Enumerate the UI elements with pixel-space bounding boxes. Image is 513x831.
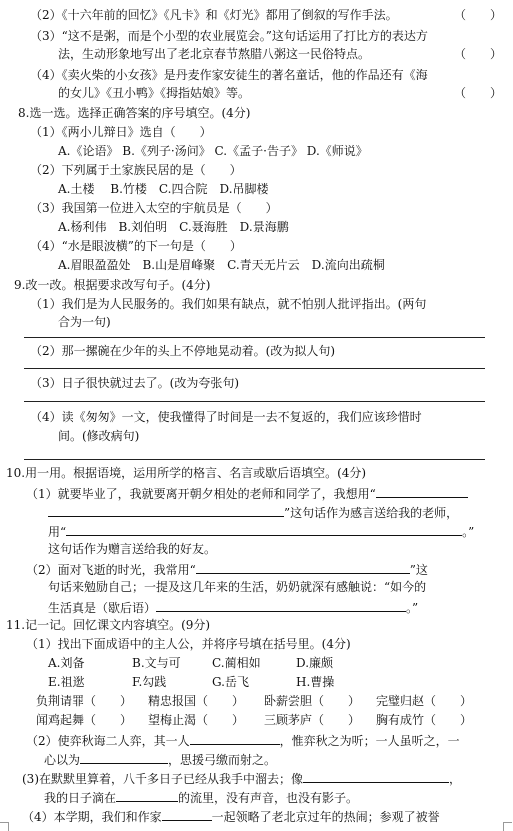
q11-name-c: C.蔺相如 <box>212 656 261 670</box>
q10-blank-3[interactable] <box>66 523 462 536</box>
q11-blank-1[interactable] <box>190 732 280 745</box>
q11-name-f: F.勾践 <box>132 675 167 689</box>
q11-name-g: G.岳飞 <box>212 675 249 689</box>
crop-mark-right <box>503 822 512 831</box>
q8-sub-3-options: A.杨利伟 B.刘伯明 C.聂海胜 D.景海鹏 <box>58 220 289 234</box>
q7-item-2: （2）《十六年前的回忆》《凡卡》和《灯光》都用了倒叙的写作手法。 <box>30 8 398 22</box>
q11-name-e: E.祖逖 <box>48 675 85 689</box>
q9-sub-1-line1: （1）我们是为人民服务的。我们如果有缺点，就不怕别人批评指出。(两句 <box>30 297 427 311</box>
q9-sub-2: （2）那一摞碗在少年的头上不停地晃动着。(改为拟人句) <box>30 344 336 358</box>
q10-blank-4[interactable] <box>196 561 410 574</box>
q9-sub-4-line2: 间。(修改病句) <box>58 429 140 443</box>
q9-sub-1-line2: 合为一句) <box>58 315 111 329</box>
q11-idiom-4[interactable]: 完璧归赵（ ） <box>376 694 473 708</box>
q9-sub-4-line1: （4）读《匆匆》一文，使我懂得了时间是一去不复返的，我们应该珍惜时 <box>30 410 422 424</box>
crop-mark-left <box>0 822 9 831</box>
q8-sub-3: （3）我国第一位进入太空的宇航员是（ ） <box>30 201 278 215</box>
q11-sub-3-line2: 我的日子滴在 的流里，没有声音，也没有影子。 <box>44 791 359 805</box>
q11-idiom-8[interactable]: 胸有成竹（ ） <box>376 713 473 727</box>
q10-blank-5[interactable] <box>156 599 406 612</box>
q10-title: 10.用一用。根据语境，运用所学的格言、名言或歇后语填空。(4分) <box>6 466 367 480</box>
q11-name-h: H.曹操 <box>296 675 335 689</box>
q8-sub-2-options: A.土楼 B.竹楼 C.四合院 D.吊脚楼 <box>58 182 269 196</box>
q11-blank-4[interactable] <box>116 789 178 802</box>
q7-item-3-answer[interactable]: （ ） <box>454 47 503 61</box>
q11-blank-5[interactable] <box>162 808 212 821</box>
q11-idiom-1[interactable]: 负荆请罪（ ） <box>36 694 133 708</box>
q11-blank-2[interactable] <box>80 751 168 764</box>
q11-idiom-7[interactable]: 三顾茅庐（ ） <box>264 713 361 727</box>
q11-blank-3[interactable] <box>303 770 449 783</box>
q9-sub-4-answer-line[interactable] <box>24 459 485 460</box>
q11-idiom-2[interactable]: 精忠报国（ ） <box>148 694 245 708</box>
q8-title: 8.选一选。选择正确答案的序号填空。(4分) <box>18 106 251 120</box>
q11-name-d: D.廉颇 <box>296 656 334 670</box>
q11-sub-4-line1: （4）本学期，我们和作家 一起领略了老北京过年的热闹；参观了被誉 <box>22 810 440 824</box>
q8-sub-4: （4）“水是眼波横”的下一句是（ ） <box>30 239 242 253</box>
q11-title: 11.记一记。回忆课文内容填空。(9分) <box>6 618 211 632</box>
q8-sub-2: （2）下列属于土家族民居的是（ ） <box>30 163 242 177</box>
q11-idiom-5[interactable]: 闻鸡起舞（ ） <box>36 713 133 727</box>
q11-sub-1: （1）找出下面成语中的主人公，并将序号填在括号里。(4分) <box>26 637 351 651</box>
q8-sub-4-options: A.眉眼盈盈处 B.山是眉峰聚 C.青天无片云 D.流向出疏桐 <box>58 258 385 272</box>
q11-idiom-6[interactable]: 望梅止渴（ ） <box>148 713 245 727</box>
q7-item-4-line2: 的女儿》《丑小鸭》《拇指姑娘》等。 <box>58 86 251 100</box>
q9-sub-3: （3）日子很快就过去了。(改为夸张句) <box>30 376 239 390</box>
q10-sub-1-line1: （1）就要毕业了，我就要离开朝夕相处的老师和同学了，我想用“ <box>26 485 468 502</box>
q10-sub-1-line4: 这句话作为赠言送给我的好友。 <box>48 542 217 556</box>
q10-sub-2-line2: 句话来勉励自己；一提及这几年来的生活，奶奶就深有感触说：“如今的 <box>48 580 427 594</box>
q10-blank-1[interactable] <box>376 485 468 498</box>
q11-idiom-3[interactable]: 卧薪尝胆（ ） <box>264 694 361 708</box>
q10-sub-1-line2: ”这句话作为感言送给我的老师， <box>48 504 458 521</box>
q7-item-3-line2: 法，生动形象地写出了老北京春节熬腊八粥这一民俗特点。 <box>58 47 371 61</box>
q7-item-2-answer[interactable]: （ ） <box>454 8 503 22</box>
q10-sub-2-line1: （2）面对飞逝的时光，我常用“ ”这 <box>26 563 428 577</box>
q9-title: 9.改一改。根据要求改写句子。(4分) <box>14 278 211 292</box>
q9-sub-2-answer-line[interactable] <box>24 368 485 369</box>
q8-sub-1: （1）《两小儿辩日》选自（ ） <box>30 125 212 139</box>
q10-sub-1-line3: 用“ 。” <box>48 525 475 539</box>
q10-blank-2[interactable] <box>48 504 284 517</box>
q7-item-4-line1: （4）《卖火柴的小女孩》是丹麦作家安徒生的著名童话，他的作品还有《海 <box>30 68 428 82</box>
q11-sub-2-line2: 心以为 ，思援弓缴而射之。 <box>44 753 277 767</box>
q9-sub-1-answer-line[interactable] <box>24 337 485 338</box>
q7-item-4-answer[interactable]: （ ） <box>454 86 503 100</box>
q10-sub-2-line3: 生活真是（歇后语） 。” <box>48 601 419 615</box>
q7-item-3-line1: （3）“这不是粥，而是个小型的农业展览会。”这句话运用了打比方的表达方 <box>30 29 428 43</box>
q11-name-a: A.刘备 <box>48 656 85 670</box>
q11-sub-3-line1: (3)在默默里算着，八千多日子已经从我手中溜去；像 ， <box>22 772 462 786</box>
q9-sub-3-answer-line[interactable] <box>24 401 485 402</box>
q11-name-b: B.文与可 <box>132 656 181 670</box>
q11-sub-2-line1: （2）使弈秋诲二人弈，其一人 ，惟弈秋之为听；一人虽听之，一 <box>26 734 460 748</box>
q8-sub-1-options: A.《论语》 B.《列子·汤问》 C.《孟子·告子》 D.《师说》 <box>58 144 368 158</box>
